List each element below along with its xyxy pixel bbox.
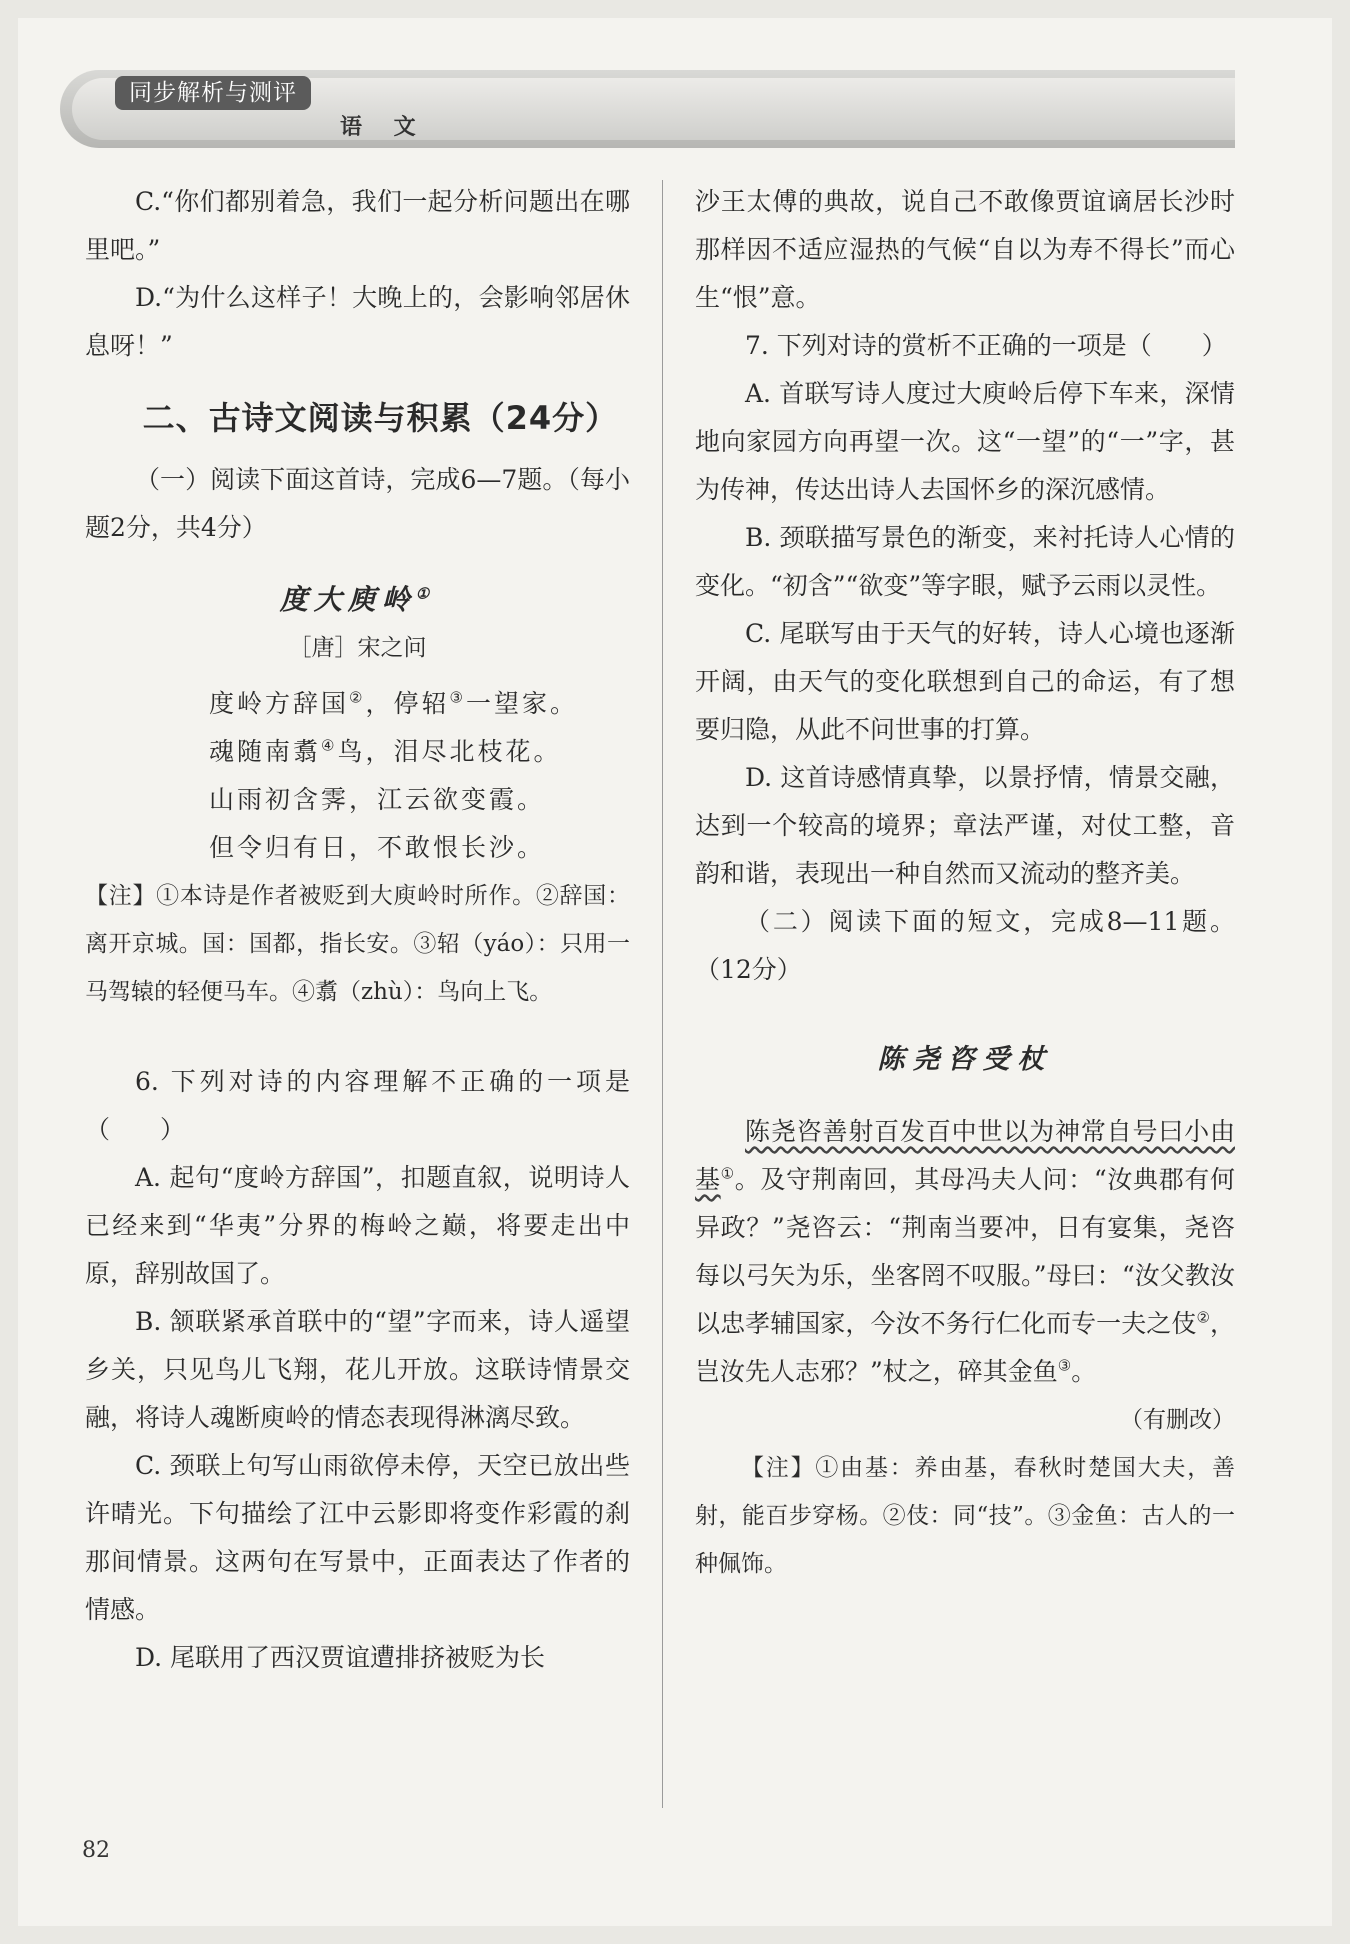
- option-d: D.“为什么这样子！大晚上的，会影响邻居休息呀！”: [85, 283, 630, 360]
- story-note: 【注】①由基：养由基，春秋时楚国大夫，善射，能百步穿杨。②伎：同“技”。③金鱼：古人的一种佩饰。: [695, 1455, 1235, 1577]
- right-column: [695, 178, 1235, 1588]
- poem-title: 度大庾岭①: [279, 583, 436, 616]
- poem-note: 【注】①本诗是作者被贬到大庾岭时所作。②辞国：离开京城。国：国都，指长安。③轺（yáo）：只用一马驾辕的轻便马车。④翥（zhù）：鸟向上飞。: [85, 883, 630, 1005]
- q7-option-b: B. 颈联描写景色的渐变，来衬托诗人心情的变化。“初含”“欲变”等字眼，赋予云雨以灵性。: [695, 523, 1235, 600]
- q6-option-c: C. 颈联上句写山雨欲停未停，天空已放出些许晴光。下句描绘了江中云影即将变作彩霞的刹那间情景。这两句在写景中，正面表达了作者的情感。: [85, 1451, 630, 1624]
- part-one-instruction: （一）阅读下面这首诗，完成6—7题。（每小题2分，共4分）: [85, 465, 630, 542]
- series-label: 同步解析与测评: [115, 76, 311, 110]
- q7-option-d: D. 这首诗感情真挚，以景抒情，情景交融，达到一个较高的境界；章法严谨，对仗工整，音韵和谐，表现出一种自然而又流动的整齐美。: [695, 763, 1235, 888]
- subject-label: 语 文: [340, 115, 428, 140]
- question-7: 7. 下列对诗的赏析不正确的一项是（ ）: [745, 331, 1227, 360]
- q6-option-d-continued: 沙王太傅的典故，说自己不敢像贾谊谪居长沙时那样因不适应湿热的气候“自以为寿不得长”而心生“恨”意。: [695, 187, 1235, 312]
- q7-option-c: C. 尾联写由于天气的好转，诗人心境也逐渐开阔，由天气的变化联想到自己的命运，有了想要归隐，从此不问世事的打算。: [695, 619, 1235, 744]
- story-title: 陈尧咨受杖: [877, 1044, 1053, 1075]
- poem-line: 度岭方辞国②，停轺③一望家。: [209, 688, 578, 718]
- source-note: （有删改）: [1120, 1407, 1235, 1433]
- q6-option-b: B. 颔联紧承首联中的“望”字而来，诗人遥望乡关，只见鸟儿飞翔，花儿开放。这联诗情景交融，将诗人魂断庾岭的情态表现得淋漓尽致。: [85, 1307, 630, 1432]
- poem-line: 山雨初含霁，江云欲变霞。: [209, 785, 546, 814]
- poem-line: 但令归有日，不敢恨长沙。: [209, 833, 546, 862]
- poem-line: 魂随南翥④鸟，泪尽北枝花。: [209, 736, 562, 766]
- question-6: 6. 下列对诗的内容理解不正确的一项是（ ）: [85, 1067, 630, 1144]
- story-text: 陈尧咨善射百发百中世以为神常自号曰小由基①。及守荆南回，其母冯夫人问：“汝典郡有何异政？”尧咨云：“荆南当要冲，日有宴集，尧咨每以弓矢为乐，坐客罔不叹服。”母曰：“汝父教汝以忠孝辅国家，今汝不务行仁化而专一夫之伎②，岂汝先人志邪？”杖之，碎其金鱼③。: [695, 1117, 1235, 1386]
- section-title: 二、古诗文阅读与积累（24分）: [142, 399, 619, 437]
- q7-option-a: A. 首联写诗人度过大庾岭后停下车来，深情地向家园方向再望一次。这“一望”的“一”字，甚为传神，传达出诗人去国怀乡的深沉感情。: [695, 379, 1235, 504]
- page-number: 82: [82, 1838, 110, 1863]
- q6-option-a: A. 起句“度岭方辞国”，扣题直叙，说明诗人已经来到“华夷”分界的梅岭之巅，将要走出中原，辞别故国了。: [85, 1163, 630, 1288]
- column-divider: [662, 180, 663, 1808]
- underlined-sentence: 陈尧咨善射百发百中世以为神常自号曰小由基: [695, 1117, 1235, 1194]
- part-two-instruction: （二）阅读下面的短文，完成8—11题。（12分）: [695, 907, 1235, 984]
- q6-option-d: D. 尾联用了西汉贾谊遭排挤被贬为长: [135, 1643, 546, 1672]
- left-column: [85, 178, 630, 1682]
- poem-author: ［唐］宋之问: [288, 635, 427, 661]
- option-c: C.“你们都别着急，我们一起分析问题出在哪里吧。”: [85, 187, 630, 264]
